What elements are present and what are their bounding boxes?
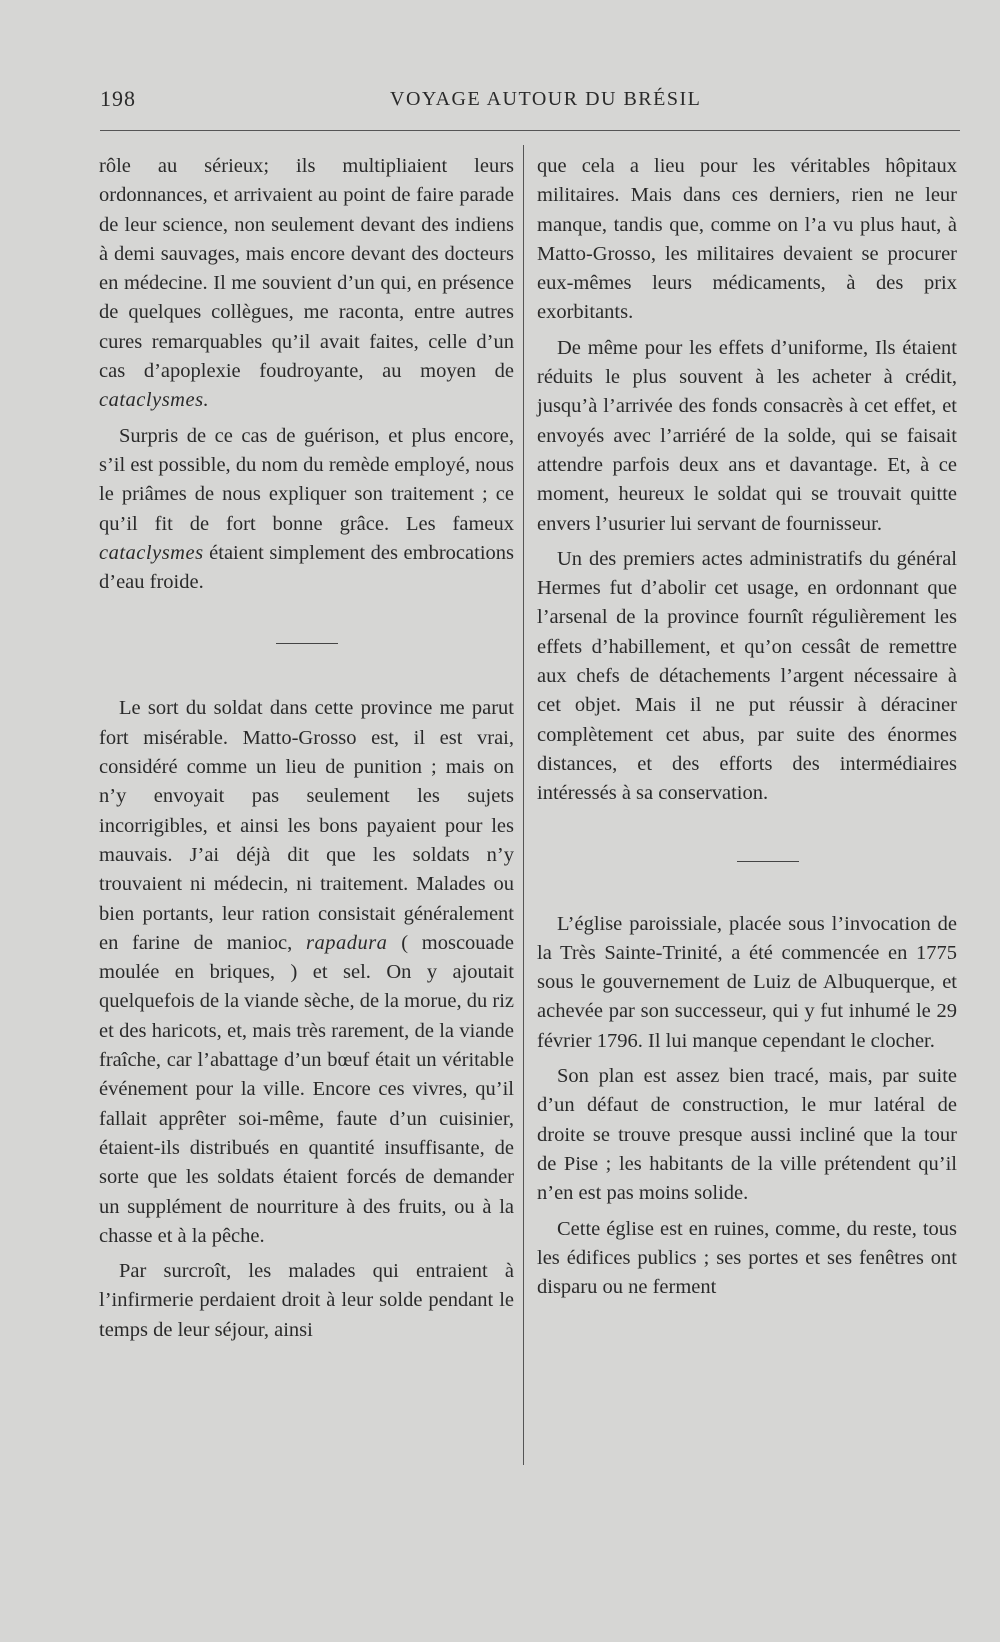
column-divider — [523, 145, 524, 1465]
header-rule — [100, 130, 960, 131]
paragraph: Un des premiers actes administratifs du général Hermes fut d’abolir cet usage, en ordonnant que l’arsenal de la province fournît régulièrement les effets d’habillement, et qu’on cessât de remettre aux chefs de détachements l’argent nécessaire à cet objet. Mais il ne put réussir à déraciner complètement cet abus, par suite des énormes distances, et des efforts des intermédiaires intéressés à sa conservation. — [537, 547, 957, 805]
paragraph: De même pour les effets d’uniforme, Ils étaient réduits le plus souvent à les acheter à crédit, jusqu’à l’arrivée des fonds consacrès à cet effet, et envoyés avec l’arriéré de la solde, qui se faisait attendre parfois deux ans et davantage. Et, à ce moment, heureux le soldat qui se trouvait quitte envers l’usurier lui servant de fournisseur. — [537, 336, 957, 535]
paragraph: Cette église est en ruines, comme, du reste, tous les édifices publics ; ses portes et ses fenêtres ont disparu ou ne ferment — [537, 1217, 957, 1299]
paragraph: que cela a lieu pour les véritables hôpitaux militaires. Mais dans ces derniers, rien ne leur manque, tandis que, comme on l’a vu plus haut, à Matto-Grosso, les militaires devaient se procurer eux-mêmes leurs médicaments, à des prix exorbitants. — [537, 155, 957, 324]
right-column — [537, 152, 957, 1308]
paragraph: Son plan est assez bien tracé, mais, par suite d’un défaut de construction, le mur latéral de droite se trouve presque aussi incliné que la tour de Pise ; les habitants de la ville prétendent qu’il n’en est pas moins solide. — [537, 1065, 957, 1205]
italic-term: cataclysmes — [99, 541, 204, 564]
paragraph: Surpris de ce cas de guérison, et plus encore, s’il est possible, du nom du remède employé, nous le priâmes de nous expliquer son traitement ; ce qu’il fit de fort bonne grâce. Les fameux cataclysmes étaient simplement des embrocations d’eau froide. — [99, 424, 514, 594]
italic-term: cataclysmes. — [99, 389, 210, 412]
paragraph: Par surcroît, les malades qui entraient à l’infirmerie perdaient droit à leur solde pendant le temps de leur séjour, ainsi — [99, 1260, 514, 1341]
left-column — [99, 152, 514, 1351]
paragraph: Le sort du soldat dans cette province me parut fort misérable. Matto-Grosso est, il est vrai, considéré comme un lieu de punition ; mais on n’y envoyait pas seulement les sujets incorrigibles, et ainsi les bons payaient pour les mauvais. J’ai déjà dit que les soldats n’y trouvaient ni médecin, ni traitement. Malades ou bien portants, leur ration consistait généralement en farine de manioc, rapadura ( moscouade moulée en briques, ) et sel. On y ajoutait quelquefois de la viande sèche, de la morue, du riz et des haricots, et, mais très rarement, de la viande fraîche, car l’abattage d’un bœuf était un véritable événement pour la ville. Encore ces vivres, qu’il fallait apprêter soi-même, faute d’un cuisinier, étaient-ils distribués en quantité insuffisante, de sorte que les soldats étaient forcés de demander un supplément de nourriture à des fruits, ou à la chasse et à la pêche. — [99, 697, 514, 1247]
paragraph: rôle au sérieux; ils multipliaient leurs ordonnances, et arrivaient au point de faire parade de leur science, non seulement devant des indiens à demi sauvages, mais encore devant des docteurs en médecine. Il me souvient d’un qui, en présence de quelques collègues, me raconta, entre autres cures remarquables qu’il avait faites, celle d’un cas d’apoplexie foudroyante, au moyen de cataclysmes. — [99, 155, 514, 412]
page-number: 198 — [100, 86, 136, 111]
italic-term: rapadura — [305, 931, 388, 954]
section-separator — [276, 643, 338, 644]
running-title: VOYAGE AUTOUR DU BRÉSIL — [390, 88, 702, 110]
section-separator — [737, 861, 799, 862]
paragraph: L’église paroissiale, placée sous l’invocation de la Très Sainte-Trinité, a été commencée en 1775 sous le gouvernement de Luiz de Albuquerque, et achevée par son successeur, qui y fut inhumé le 29 février 1796. Il lui manque cependant le clocher. — [537, 912, 957, 1052]
page-header — [100, 82, 960, 118]
